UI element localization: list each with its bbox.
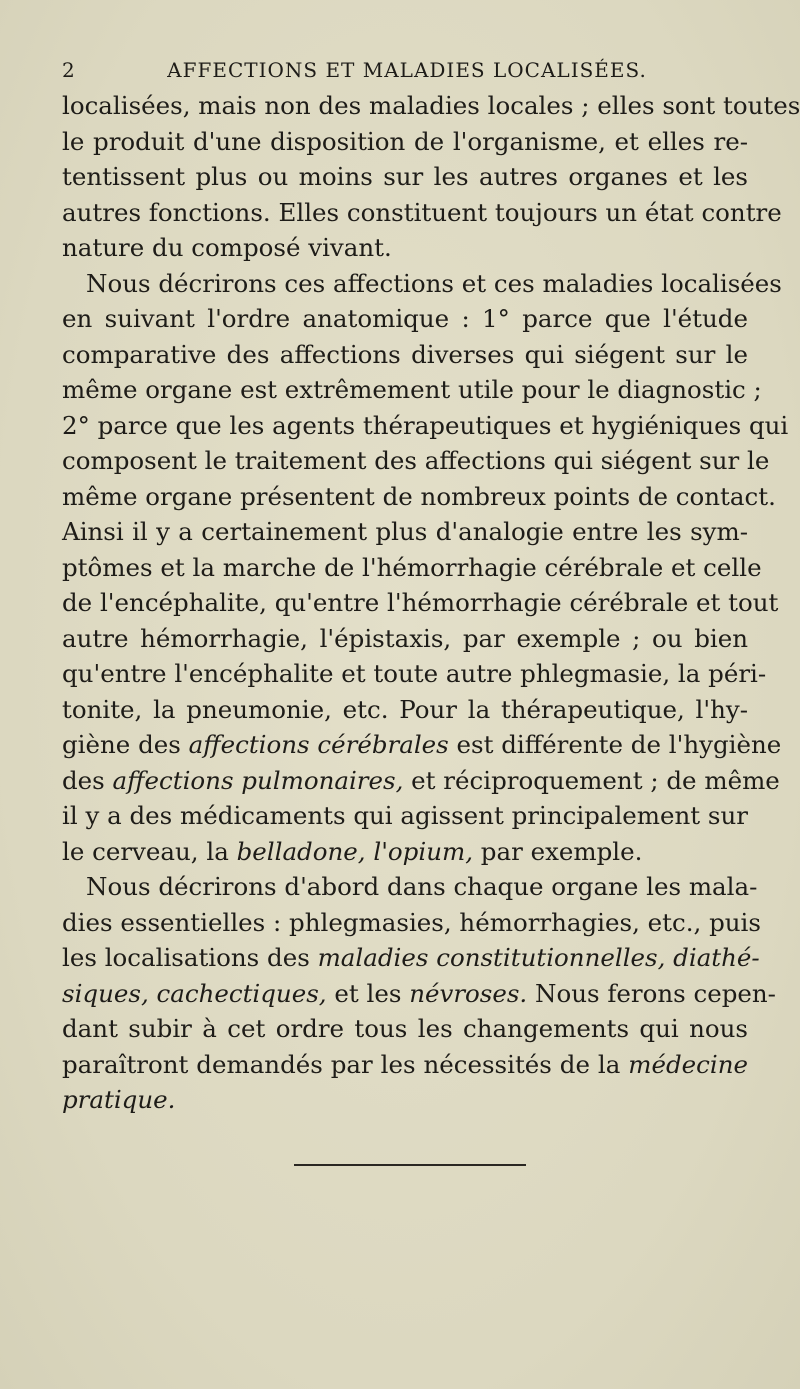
running-title: AFFECTIONS ET MALADIES LOCALISÉES. [167,58,647,82]
text-line: Ainsi il y a certainement plus d'analogie entre les sym- [62,517,748,546]
italic-term: affections pulmonaires, [112,765,404,795]
body-text [62,88,800,1118]
end-rule [294,1164,526,1166]
italic-term: névroses. [409,978,528,1008]
text-line: le produit d'une disposition de l'organisme, et elles re- [62,126,748,156]
text-line: qu'entre l'encéphalite et toute autre phlegmasie, la péri- [62,659,767,688]
text-line: de l'encéphalite, qu'entre l'hémorrhagie cérébrale et tout [62,588,779,617]
text-line: nature du composé vivant. [62,233,392,262]
text-line: des affections pulmonaires, et réciproquement ; de même [62,765,780,795]
text-line [62,1082,748,1118]
text-line: autres fonctions. Elles constituent toujours un état contre [62,197,782,227]
text-line: localisées, mais non des maladies locales ; elles sont toutes [62,91,800,120]
text-line: dies essentielles : phlegmasies, hémorrhagies, etc., puis [62,907,761,937]
text-line: autre hémorrhagie, l'épistaxis, par exemple ; ou bien [62,623,748,653]
text-line: il y a des médicaments qui agissent principalement sur [62,801,748,830]
text-line: ptômes et la marche de l'hémorrhagie cérébrale et celle [62,552,762,582]
italic-term: belladone, [236,836,366,866]
text-line: composent le traitement des affections qui siégent sur le [62,446,770,475]
text-line: même organe présentent de nombreux points de contact. [62,481,776,511]
text-line: Nous décrirons ces affections et ces maladies localisées [86,268,782,298]
text-line: les localisations des maladies constitutionnelles, diathé- [62,943,760,972]
text-line: comparative des affections diverses qui siégent sur le [62,339,748,369]
page-header [62,58,752,88]
italic-term: affections cérébrales [188,730,449,759]
page-number: 2 [62,58,76,82]
text-line: en suivant l'ordre anatomique : 1° parce que l'étude [62,304,748,333]
text-line: dant subir à cet ordre tous les changements qui nous [62,1014,748,1043]
italic-term: l'opium, [373,836,473,866]
text-line: giène des affections cérébrales est différente de l'hygiène [62,730,782,759]
text-line: paraîtront demandés par les nécessités de la médecine [62,1049,748,1079]
italic-term: médecine [628,1049,748,1079]
italic-term: siques, cachectiques, [62,978,327,1008]
text-line: tentissent plus ou moins sur les autres organes et les [62,162,748,191]
italic-term: maladies constitutionnelles, diathé- [317,943,760,972]
text-line: Nous décrirons d'abord dans chaque organe les mala- [86,872,758,901]
text-line: 2° parce que les agents thérapeutiques et hygiéniques qui [62,410,789,440]
text-line: le cerveau, la belladone, l'opium, par exemple. [62,836,643,866]
italic-term: pratique. [62,1085,176,1114]
text-line: tonite, la pneumonie, etc. Pour la thérapeutique, l'hy- [62,694,748,724]
text-line: même organe est extrêmement utile pour le diagnostic ; [62,375,762,404]
text-line: siques, cachectiques, et les névroses. Nous ferons cepen- [62,978,776,1008]
